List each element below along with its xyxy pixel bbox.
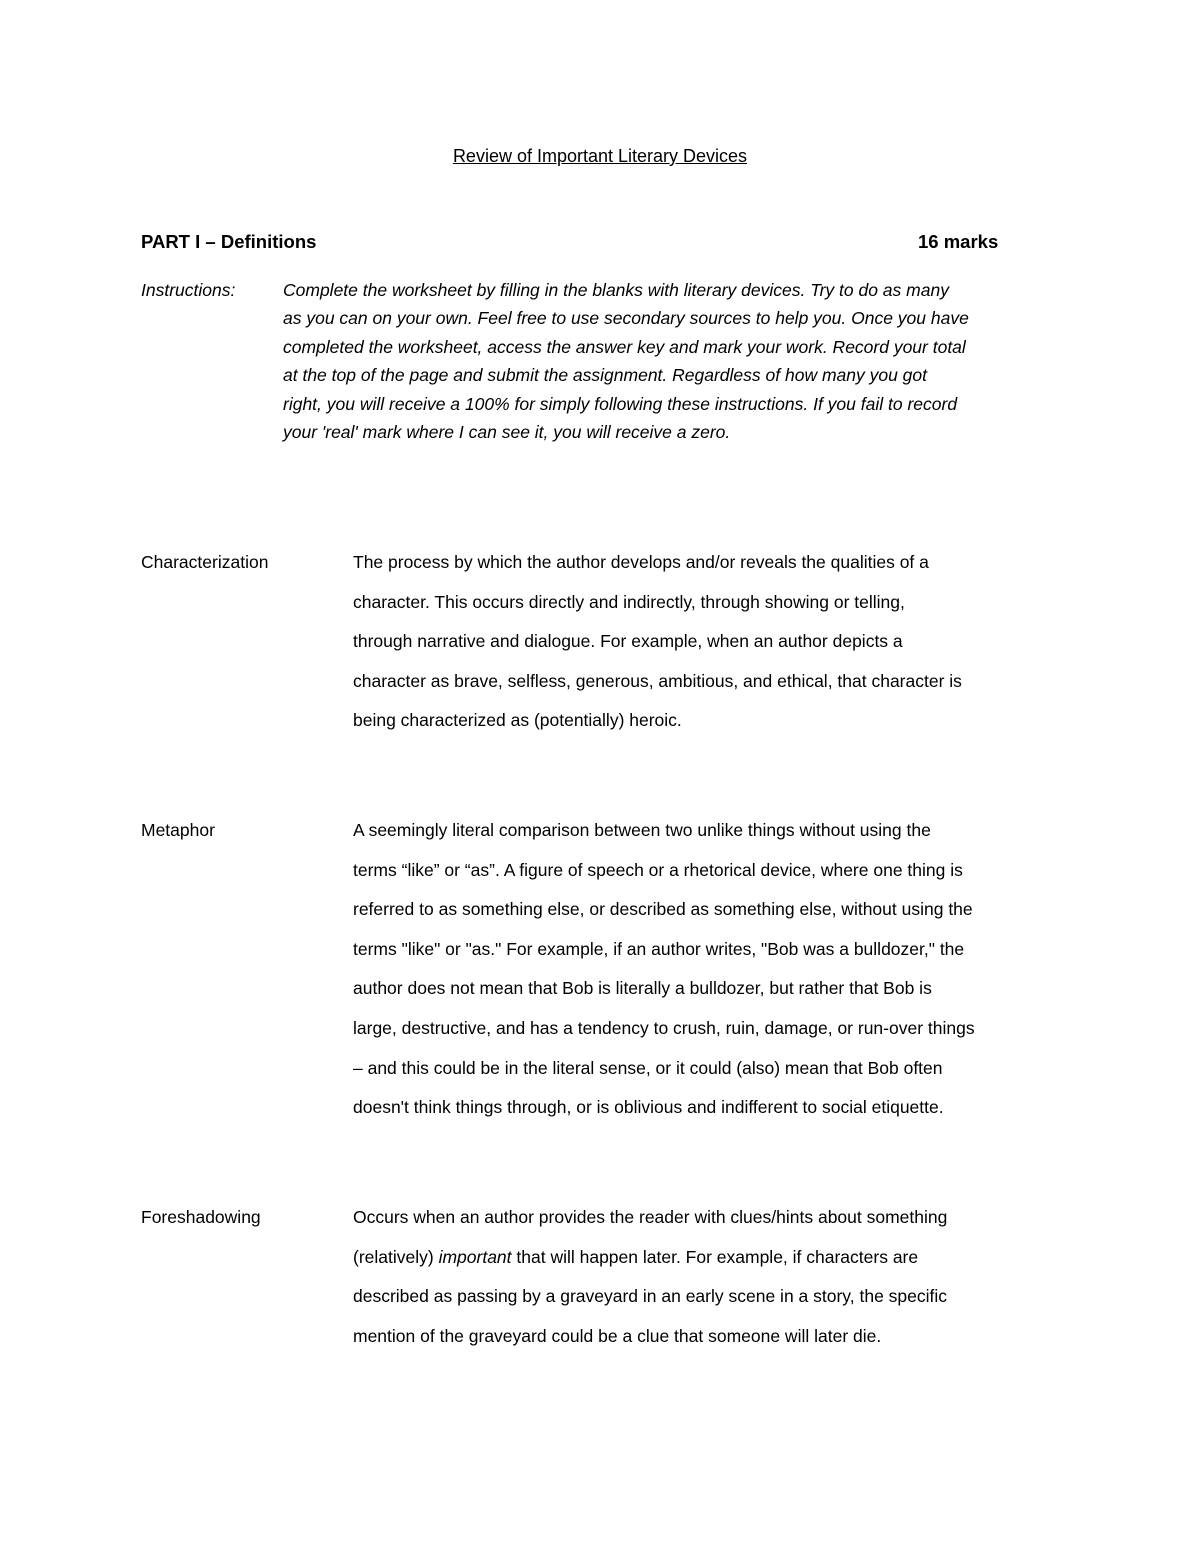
page-title: Review of Important Literary Devices [452, 146, 748, 166]
definition-line: – and this could be in the literal sense, or it could (also) mean that Bob often [353, 1057, 943, 1078]
instructions-line: Complete the worksheet by filling in the blanks with literary devices. Try to do as many [283, 280, 949, 300]
definition-line: A seemingly literal comparison between two unlike things without using the [353, 820, 931, 840]
instructions-line: completed the worksheet, access the answer key and mark your work. Record your total [283, 336, 966, 357]
instructions-line: your 'real' mark where I can see it, you will receive a zero. [283, 422, 731, 443]
definition-line: large, destructive, and has a tendency to crush, ruin, damage, or run-over things [353, 1017, 975, 1038]
term-metaphor: Metaphor [141, 820, 215, 840]
definition-line: being characterized as (potentially) heroic. [353, 710, 682, 731]
definition-line: through narrative and dialogue. For example, when an author depicts a [353, 631, 903, 652]
definition-line: Occurs when an author provides the reader with clues/hints about something [353, 1207, 948, 1227]
definition-line: referred to as something else, or described as something else, without using the [353, 899, 973, 920]
definition-line: The process by which the author develops and/or reveals the qualities of a [353, 552, 929, 572]
emphasized-word: important [438, 1246, 512, 1267]
term-characterization: Characterization [141, 552, 269, 572]
instructions-line: at the top of the page and submit the assignment. Regardless of how many you got [283, 365, 928, 386]
instructions-text [283, 276, 1063, 446]
definition-line: described as passing by a graveyard in an early scene in a story, the specific [353, 1286, 948, 1307]
definition-line: doesn't think things through, or is oblivious and indifferent to social etiquette. [353, 1097, 944, 1118]
definition-line [353, 1238, 1068, 1278]
definition-metaphor [353, 811, 1068, 1128]
instructions-line: right, you will receive a 100% for simply following these instructions. If you fail to record [283, 393, 958, 414]
definition-line: terms "like" or "as." For example, if an author writes, "Bob was a bulldozer," the [353, 938, 965, 959]
definition-foreshadowing [353, 1198, 1068, 1356]
definition-line: character as brave, selfless, generous, ambitious, and ethical, that character is [353, 670, 962, 691]
term-foreshadowing: Foreshadowing [141, 1207, 261, 1227]
definition-text: that will happen later. For example, if characters are [511, 1246, 919, 1267]
definition-line: mention of the graveyard could be a clue that someone will later die. [353, 1325, 882, 1346]
definition-text: (relatively) [353, 1246, 439, 1267]
definition-characterization [353, 543, 1068, 741]
part-marks: 16 marks [918, 231, 999, 252]
instructions-line: as you can on your own. Feel free to use secondary sources to help you. Once you have [283, 308, 969, 329]
definition-line: character. This occurs directly and indirectly, through showing or telling, [353, 591, 905, 612]
instructions-label: Instructions: [141, 280, 236, 300]
part-heading: PART I – Definitions [141, 231, 317, 252]
definition-line: author does not mean that Bob is literally a bulldozer, but rather that Bob is [353, 978, 932, 999]
definition-line: terms “like” or “as”. A figure of speech or a rhetorical device, where one thing is [353, 859, 963, 880]
